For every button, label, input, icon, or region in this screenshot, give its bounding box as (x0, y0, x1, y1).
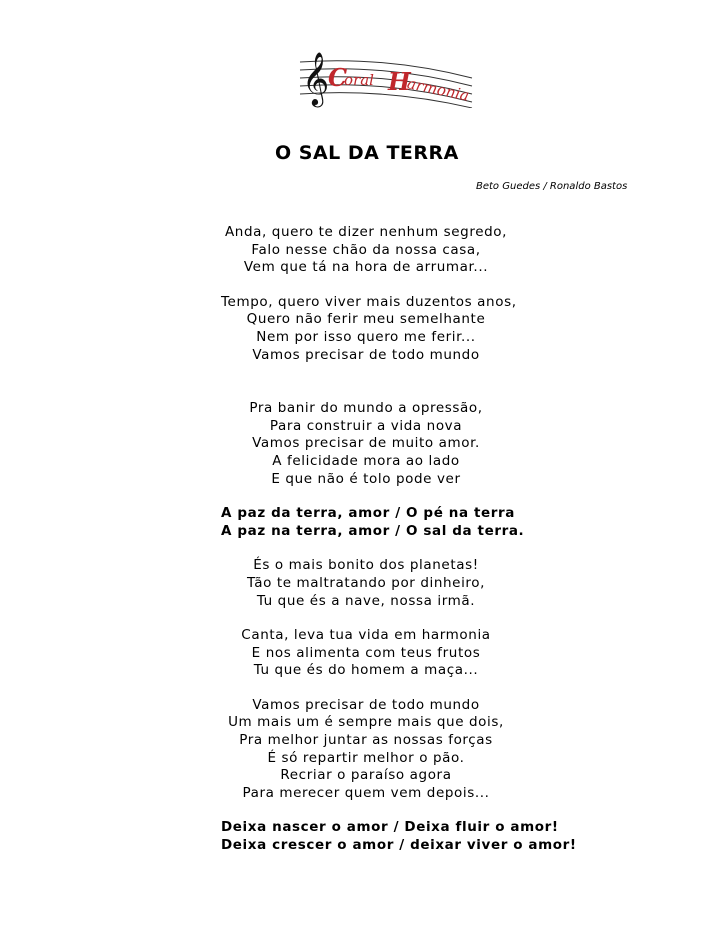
lyric-line: Vamos precisar de muito amor. (252, 435, 480, 452)
stanza (221, 505, 525, 540)
stanza (221, 224, 511, 277)
lyric-line: A paz da terra, amor / O pé na terra (221, 505, 516, 522)
stanza (221, 400, 511, 488)
lyrics (221, 224, 577, 855)
svg-text:armonia: armonia (405, 74, 471, 105)
lyric-line: Vem que tá na hora de arrumar... (243, 259, 489, 276)
lyric-line: Vamos precisar de todo mundo (252, 696, 480, 713)
lyric-line: Nem por isso quero me ferir... (256, 328, 476, 345)
lyric-line: Pra banir do mundo a opressão, (249, 400, 483, 417)
lyric-line: Tão te maltratando por dinheiro, (246, 574, 486, 591)
lyric-line: Tu que és a nave, nossa irmã. (256, 592, 476, 609)
lyric-line: Para merecer quem vem depois... (242, 784, 490, 801)
coral-harmonia-logo (296, 48, 476, 108)
lyric-line: Canta, leva tua vida em harmonia (241, 627, 491, 644)
svg-text:𝄞: 𝄞 (302, 51, 330, 105)
stanza (221, 819, 577, 854)
svg-text:C: C (328, 63, 348, 92)
lyric-line: É só repartir melhor o pão. (267, 749, 465, 766)
lyric-line: E nos alimenta com teus frutos (251, 644, 481, 661)
stanza (221, 697, 511, 803)
lyric-line: Vamos precisar de todo mundo (252, 346, 480, 363)
lyric-line: A felicidade mora ao lado (272, 452, 460, 469)
song-credit: Beto Guedes / Ronaldo Bastos (476, 181, 628, 192)
lyric-line: Tempo, quero viver mais duzentos anos, (221, 293, 517, 310)
lyric-line: A paz na terra, amor / O sal da terra. (221, 522, 525, 539)
lyric-line: Para construir a vida nova (269, 417, 463, 434)
song-title: O SAL DA TERRA (275, 142, 459, 164)
lyric-line: Anda, quero te dizer nenhum segredo, (224, 224, 508, 240)
stanza (221, 557, 511, 610)
lyric-line: Deixa nascer o amor / Deixa fluir o amor! (221, 819, 559, 836)
lyric-line: És o mais bonito dos planetas! (253, 557, 479, 574)
lyric-line: Pra melhor juntar as nossas forças (239, 732, 493, 749)
svg-text:oral: oral (344, 71, 374, 89)
lyric-line: Deixa crescer o amor / deixar viver o amor! (221, 837, 577, 854)
lyric-line: Um mais um é sempre mais que dois, (228, 714, 504, 731)
lyric-line: Quero não ferir meu semelhante (246, 311, 486, 328)
stanza (221, 627, 511, 680)
lyric-line: Recriar o paraíso agora (280, 767, 452, 784)
stanza (221, 293, 517, 364)
lyric-line: E que não é tolo pode ver (271, 470, 461, 487)
lyric-line: Falo nesse chão da nossa casa, (251, 241, 481, 258)
svg-text:H: H (388, 67, 411, 96)
lyric-line: Tu que és do homem a maça... (253, 662, 479, 679)
